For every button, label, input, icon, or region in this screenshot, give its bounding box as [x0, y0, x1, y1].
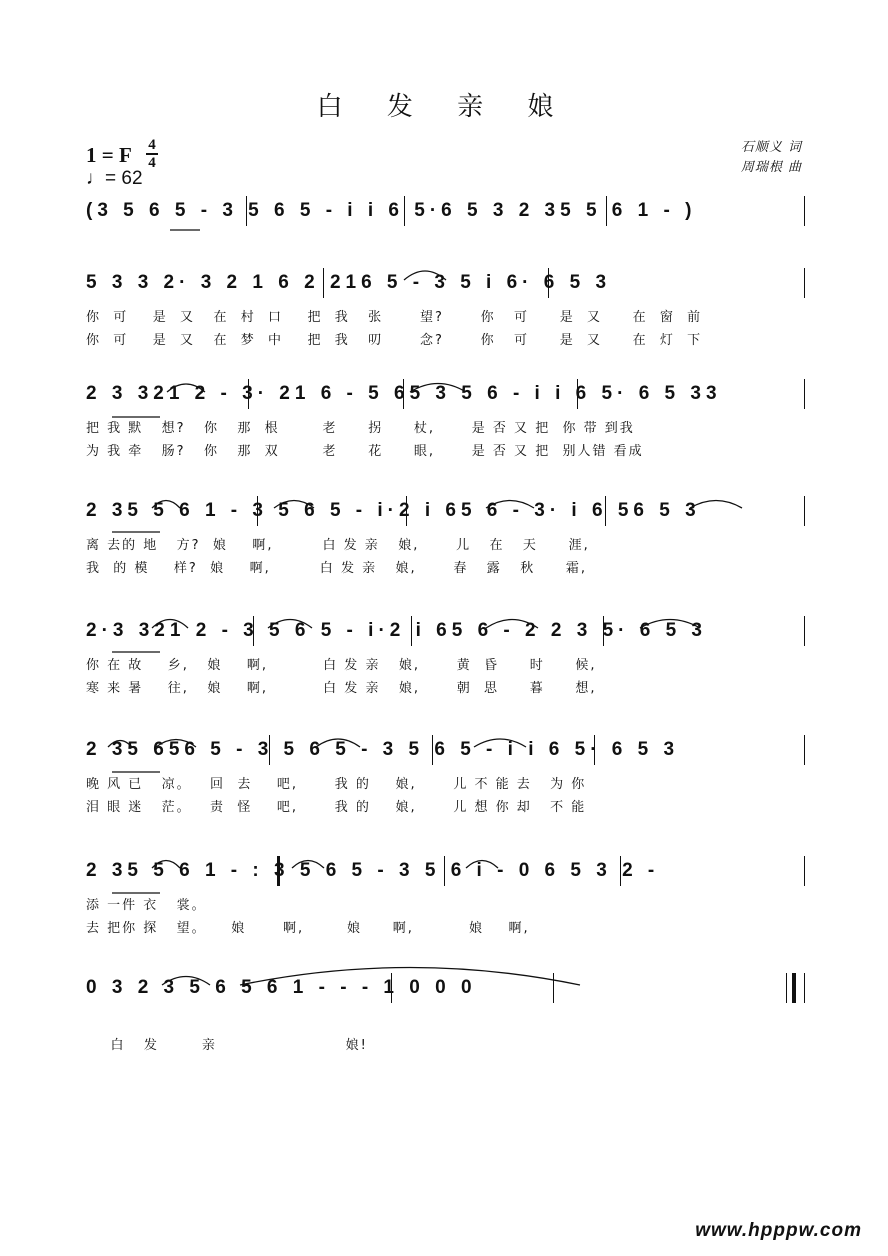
lyric-line-verse-1: 你 在 故 乡, 娘 啊, 白 发 亲 娘, 黄 昏 时 候,	[86, 658, 597, 673]
site-watermark: www.hpppw.com	[695, 1220, 862, 1241]
note-line: 2 3 321 2 - 3· 21 6 - 5 65 3 5 6 - i i 6 5· 6 5 33	[86, 383, 722, 404]
note-line: 0 3 2 3 5 6 5 6 1 - - - 1 0 0 0	[86, 977, 477, 998]
lyric-line-verse-1: 你 可 是 又 在 村 口 把 我 张 望? 你 可 是 又 在 窗 前	[86, 310, 703, 325]
lyric-line-verse-1: 添 一件 衣 裳。	[86, 898, 207, 913]
lyric-line-verse-1: 晚 风 已 凉。 回 去 吧, 我 的 娘, 儿 不 能 去 为 你	[86, 777, 587, 792]
lyricist-credit: 石顺义 词	[740, 140, 802, 155]
note-line: 2 35 5 6 1 - 3 5 6 5 - i·2 i 65 6 - 3· i 6 56 5 3	[86, 500, 701, 521]
time-signature-top: 4	[148, 137, 156, 153]
note-line: 2 35 656 5 - 3 5 6 5 - 3 5 6 5 - i i 6 5· 6 5 3	[86, 739, 680, 760]
lyric-line-verse-1: 把 我 默 想? 你 那 根 老 拐 杖, 是 否 又 把 你 带 到我	[86, 421, 635, 436]
lyric-line-final: 白 发 亲 娘!	[86, 1038, 368, 1053]
note-line: (3 5 6 5 - 3 5 6 5 - i i 6 5·6 5 3 2 35 5 6 1 - )	[86, 200, 697, 221]
lyric-line-verse-1: 离 去的 地 方? 娘 啊, 白 发 亲 娘, 儿 在 天 涯,	[86, 538, 590, 553]
lyric-line-verse-2: 我 的 模 样? 娘 啊, 白 发 亲 娘, 春 露 秋 霜,	[86, 561, 587, 576]
note-line: 2 35 5 6 1 - : 3 5 6 5 - 3 5 6 i - 0 6 5 3 2 -	[86, 860, 660, 881]
tempo-mark: ♩= 62	[86, 168, 143, 189]
note-line: 5 3 3 2· 3 2 1 6 2 216 5 - 3 5 i 6· 6 5 3	[86, 272, 612, 293]
note-line: 2·3 321 2 - 3 5 6 5 - i·2 i 65 6 - 2 2 3 5· 6 5 3	[86, 620, 708, 641]
time-signature-bottom: 4	[148, 155, 156, 171]
time-signature	[146, 138, 158, 170]
song-title: 白 发 亲 娘	[316, 92, 572, 122]
lyric-line-verse-2: 泪 眼 迷 茫。 责 怪 吧, 我 的 娘, 儿 想 你 却 不 能	[86, 800, 587, 815]
composer-credit: 周瑞根 曲	[740, 160, 802, 175]
lyric-line-verse-2: 去 把你 探 望。 娘 啊, 娘 啊, 娘 啊,	[86, 921, 530, 936]
lyric-line-verse-2: 为 我 牵 肠? 你 那 双 老 花 眼, 是 否 又 把 别人错 看成	[86, 444, 644, 459]
lyric-line-verse-2: 寒 来 暑 往, 娘 啊, 白 发 亲 娘, 朝 思 暮 想,	[86, 681, 597, 696]
lyric-line-verse-2: 你 可 是 又 在 梦 中 把 我 叨 念? 你 可 是 又 在 灯 下	[86, 333, 703, 348]
key-signature: 1 = F	[86, 143, 132, 167]
